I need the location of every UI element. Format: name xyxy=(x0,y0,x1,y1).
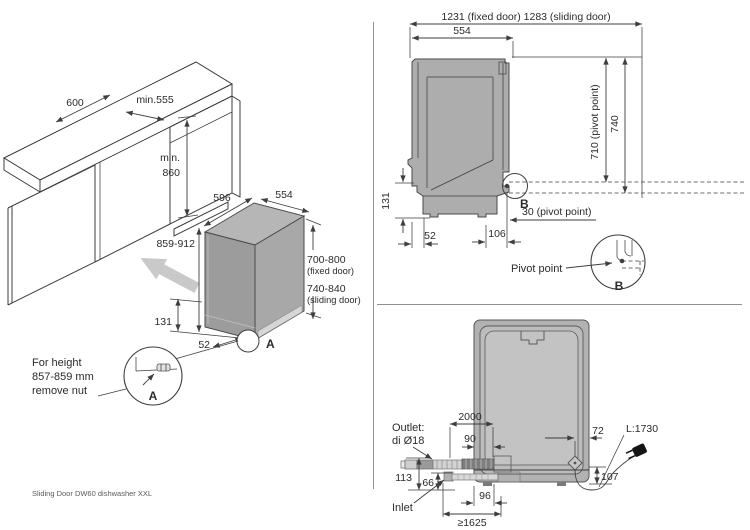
niche-height-value: 860 xyxy=(162,167,180,179)
drain-hose-assembly xyxy=(401,459,494,469)
dishwasher-depth-value: 554 xyxy=(275,189,293,201)
pivot-point-dot xyxy=(505,184,509,188)
drain-height-value: 113 xyxy=(395,472,412,484)
detail-circle-a-label: A xyxy=(148,389,158,403)
left-cabinet xyxy=(8,165,95,305)
side-plinth-height-value: 131 xyxy=(380,192,392,210)
adjuster-nut-icon xyxy=(157,364,170,371)
cord-length-value: L:1730 xyxy=(626,423,659,435)
niche-width-value: 600 xyxy=(66,97,84,109)
detail-circle-a xyxy=(98,341,238,405)
inlet-callout xyxy=(392,480,444,514)
plinth-height-value: 131 xyxy=(154,316,172,328)
pivot-marker-b-label: B xyxy=(520,197,529,211)
inlet-hose-length-value: ≥1625 xyxy=(457,517,487,529)
height-note xyxy=(32,357,94,397)
dishwasher-unit xyxy=(205,203,304,340)
pivot-height-value: 710 (pivot point) xyxy=(589,84,601,160)
outlet-callout xyxy=(392,422,432,459)
cord-height-value: 107 xyxy=(601,471,619,483)
inlet-offset-value: 96 xyxy=(479,490,491,502)
door-clearance-value: 1231 (fixed door) 1283 (sliding door) xyxy=(441,11,611,23)
pivot-projection-lines xyxy=(509,57,744,193)
detail-marker-a xyxy=(237,330,275,352)
front-offset-value: 106 xyxy=(488,228,506,240)
drain-offset-value: 90 xyxy=(464,433,476,445)
recess-depth-value: 52 xyxy=(198,339,210,351)
dishwasher-height-value: 859-912 xyxy=(156,238,195,250)
side-recess-value: 52 xyxy=(424,230,436,242)
dim-cord-height xyxy=(589,467,619,484)
outlet-label-line1: Outlet: xyxy=(392,422,425,434)
dim-top-height xyxy=(609,58,625,193)
sheet-caption: Sliding Door DW60 dishwasher XXL xyxy=(32,489,153,498)
door-sliding-note: (sliding door) xyxy=(307,295,361,305)
detail-circle-b-label: B xyxy=(614,279,624,293)
detail-marker-a-label: A xyxy=(266,337,275,351)
machine-side-profile xyxy=(408,59,509,217)
niche-height-min: min. xyxy=(160,152,180,164)
dim-side-recess xyxy=(398,218,438,248)
niche-depth-value: min.555 xyxy=(136,94,174,106)
outlet-label-line2: di Ø18 xyxy=(392,435,425,447)
dim-pivot-height xyxy=(589,58,606,182)
cord-offset-value: 72 xyxy=(592,425,604,437)
door-sliding-range: 740-840 xyxy=(307,283,346,295)
foot-right xyxy=(557,482,566,486)
dim-recess-depth xyxy=(198,338,242,351)
inlet-label: Inlet xyxy=(392,502,413,514)
installation-isometric-view xyxy=(4,62,361,405)
drain-hose-length-value: 2000 xyxy=(458,411,482,423)
dim-pivot-offset xyxy=(510,206,596,220)
insertion-arrow-icon xyxy=(135,248,202,298)
height-note-line3: remove nut xyxy=(32,385,88,397)
dim-inlet-offset xyxy=(461,484,507,506)
depth-554-value: 554 xyxy=(453,25,471,37)
height-note-line1: For height xyxy=(32,357,82,369)
rear-view xyxy=(392,320,658,529)
door-fixed-range: 700-800 xyxy=(307,254,346,266)
side-section-view xyxy=(380,11,744,293)
pivot-point-label: Pivot point xyxy=(511,263,563,275)
dim-door-heights xyxy=(306,219,361,319)
dishwasher-width-value: 596 xyxy=(213,192,231,204)
foot-left xyxy=(483,482,492,486)
pivot-offset-value: 30 (pivot point) xyxy=(522,206,592,218)
top-height-value: 740 xyxy=(609,115,621,133)
dim-depth-554 xyxy=(412,25,513,58)
power-plug-icon xyxy=(625,443,647,461)
height-note-line2: 857-859 mm xyxy=(32,371,94,383)
inlet-height-value: 66 xyxy=(422,477,434,489)
door-fixed-note: (fixed door) xyxy=(307,266,355,276)
